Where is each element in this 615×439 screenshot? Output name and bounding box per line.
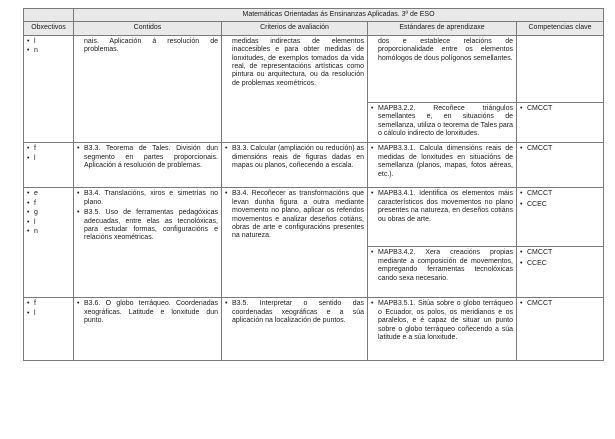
standard-item: • MAPB3.2.2. Recoñece triángulos semellantes e, en situacións de semellanza, utiliza o teorema de Tales para o cálculo indirecto de lonxitudes. (371, 105, 513, 139)
standards-cell (368, 298, 517, 361)
competences-cell (517, 102, 604, 143)
objectives-cell (24, 298, 74, 361)
objective-item: • l (27, 155, 70, 163)
content-item: • B3.4. Translacións, xiros e simetrías no plano. (77, 190, 218, 207)
curriculum-table (23, 8, 604, 361)
criteria-item: • B3.3. Calcular (ampliación ou redución) as dimensións reais de figuras dadas en mapas ou planos, coñecendo a escala. (225, 145, 364, 170)
objective-item: • f (27, 145, 70, 153)
competences-cell (517, 247, 604, 298)
header-row (24, 22, 604, 35)
objectives-cell (24, 143, 74, 188)
objective-item: • l (27, 310, 70, 318)
contents-cell (74, 188, 222, 298)
objective-item: • l (27, 38, 70, 46)
competence-item: • CMCCT (520, 105, 600, 113)
competences-cell (517, 143, 604, 188)
header-objectives: Obxectivos (24, 22, 74, 35)
table-title: Matemáticas Orientadas ás Ensinanzas Aplicadas. 3º de ESO (74, 9, 604, 22)
standard-item: • MAPB3.5.1. Sitúa sobre o globo terráqueo o Ecuador, os polos, os meridianos e os paralelos, e é capaz de situar un punto sobre o globo terráqueo coñecendo a súa latitude e a súa lonxitude. (371, 300, 513, 342)
standards-cell (368, 143, 517, 188)
competence-item: • CCEC (520, 260, 600, 268)
objective-item: • n (27, 228, 70, 236)
competences-cell (517, 35, 604, 102)
competences-cell (517, 188, 604, 247)
objectives-cell (24, 188, 74, 298)
content-item: • B3.6. O globo terráqueo. Coordenadas xeográficas. Latitude e lonxitude dun punto. (77, 300, 218, 325)
standards-cell (368, 247, 517, 298)
objective-item: • n (27, 47, 70, 55)
table-row (24, 35, 604, 102)
objective-item: • g (27, 209, 70, 217)
competence-item: • CMCCT (520, 249, 600, 257)
criteria-cell (222, 35, 368, 143)
contents-cell (74, 143, 222, 188)
header-competences: Competencias clave (517, 22, 604, 35)
objective-item: • f (27, 200, 70, 208)
objective-item: • l (27, 219, 70, 227)
title-blank-cell (24, 9, 74, 22)
standards-cell (368, 102, 517, 143)
standard-item: • MAPB3.4.1. Identifica os elementos máis característicos dos movementos no plano presentes na natureza, en deseños cotiáns ou obras de arte. (371, 190, 513, 224)
competence-item: • CMCCT (520, 190, 600, 198)
content-item: • B3.3. Teorema de Tales. División dun segmento en partes proporcionais. Aplicación á resolución de problemas. (77, 145, 218, 170)
header-criteria: Criterios de avaliación (222, 22, 368, 35)
criteria-item: • B3.4. Recoñecer as transformacións que levan dunha figura a outra mediante movemento no plano, aplicar os referidos movementos e analizar deseños cotiáns, obras de arte e configuracións presentes na natureza. (225, 190, 364, 240)
standards-cell (368, 188, 517, 247)
table-row (24, 188, 604, 247)
competence-item: • CCEC (520, 201, 600, 209)
competence-item: • CMCCT (520, 300, 600, 308)
objective-item: • f (27, 300, 70, 308)
content-item: • B3.5. Uso de ferramentas pedagóxicas adecuadas, entre elas as tecnolóxicas, para estudar formas, configuracións e relacións xeométricas. (77, 209, 218, 243)
table-row (24, 298, 604, 361)
standard-text: dos e establece relacións de proporcionalidade entre os elementos homólogos de dous polígonos semellantes. (378, 37, 513, 62)
criteria-cell (222, 188, 368, 298)
criteria-text: medidas indirectas de elementos inaccesibles e para obter medidas de lonxitudes, de exemplos tomados da vida real, de representacións artísticas como pintura ou arquitectura, ou da resolución de problemas xeométricos. (232, 37, 364, 87)
objective-item: • e (27, 190, 70, 198)
table-row (24, 143, 604, 188)
header-standards: Estándares de aprendizaxe (368, 22, 517, 35)
contents-cell (74, 35, 222, 143)
criteria-cell (222, 298, 368, 361)
competence-item: • CMCCT (520, 145, 600, 153)
standard-item: • MAPB3.4.2. Xera creacións propias mediante a composición de movementos, empregando ferramentas tecnolóxicas cando sexa necesario. (371, 249, 513, 283)
header-contents: Contidos (74, 22, 222, 35)
competences-cell (517, 298, 604, 361)
criteria-cell (222, 143, 368, 188)
content-text: nais. Aplicación á resolución de problemas. (84, 37, 218, 54)
standards-cell (368, 35, 517, 102)
contents-cell (74, 298, 222, 361)
criteria-item: • B3.5. Interpretar o sentido das coordenadas xeográficas e a súa aplicación na localización de puntos. (225, 300, 364, 325)
objectives-cell (24, 35, 74, 143)
standard-item: • MAPB3.3.1. Calcula dimensións reais de medidas de lonxitudes en situacións de semellanza (planos, mapas, fotos aéreas, etc.). (371, 145, 513, 179)
